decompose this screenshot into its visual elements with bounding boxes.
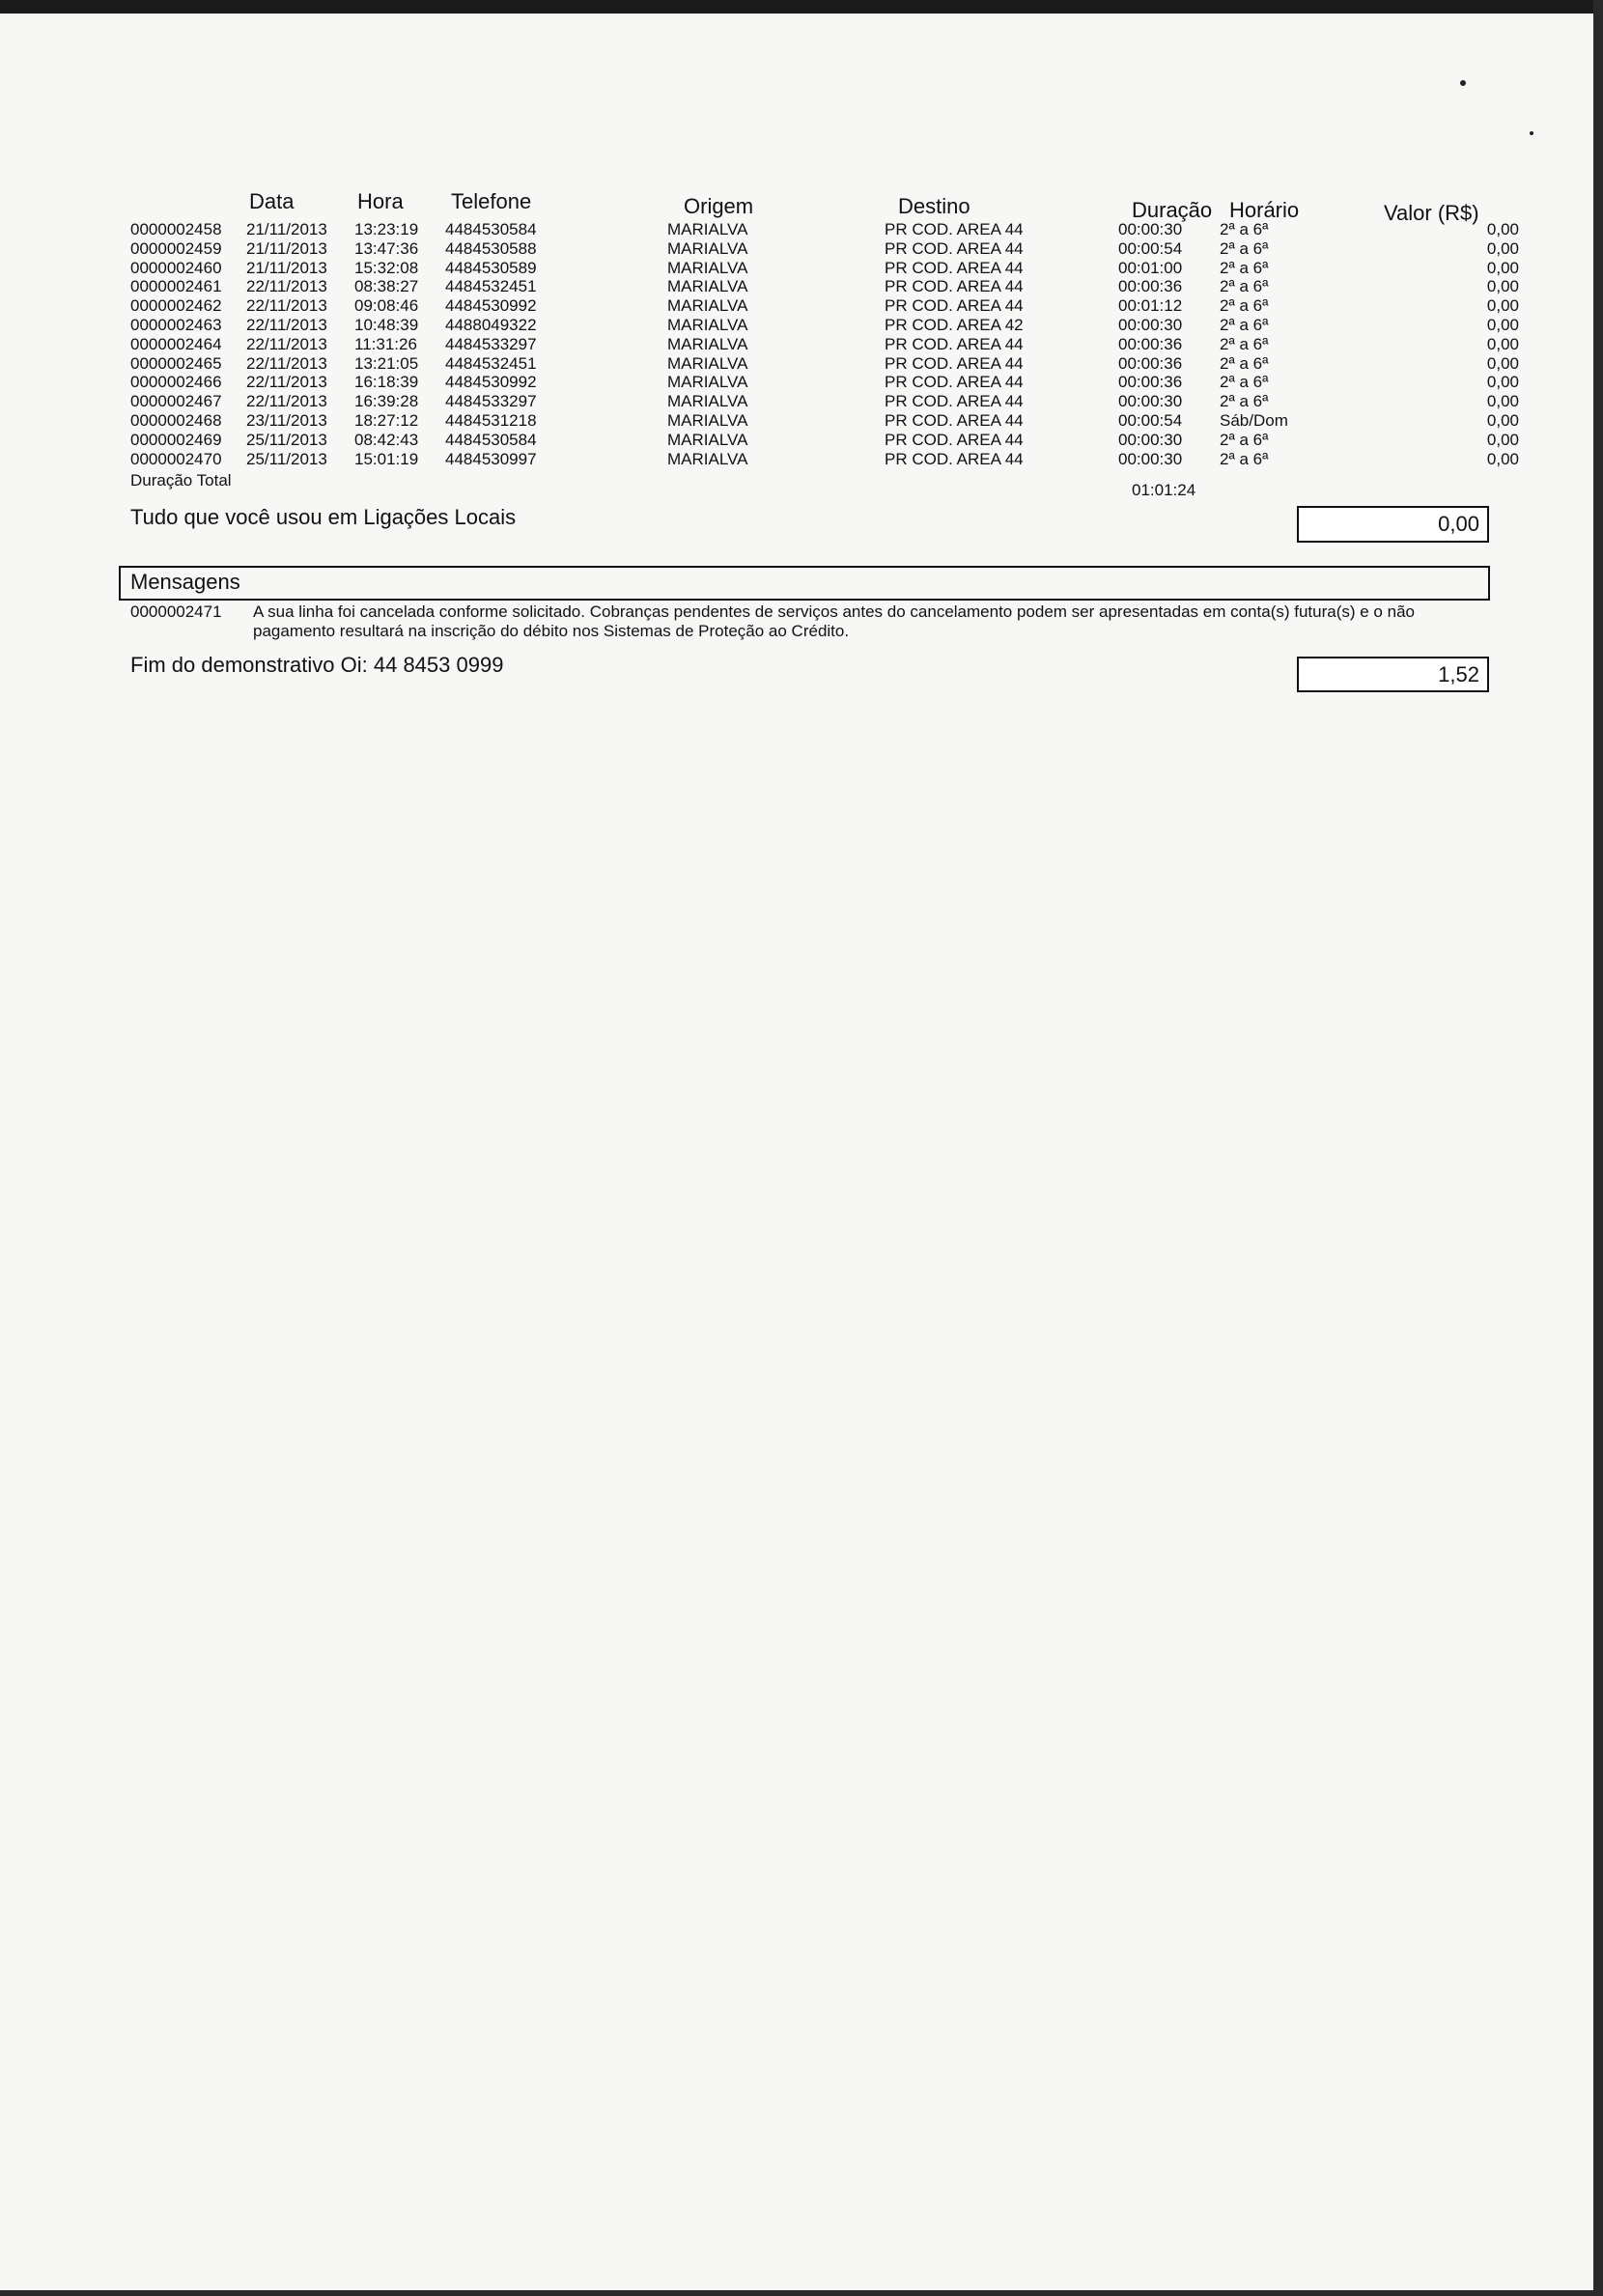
call-date: 22/11/2013	[246, 334, 327, 353]
call-phone: 4484532451	[445, 353, 537, 373]
call-origin: MARIALVA	[667, 373, 748, 392]
scan-edge-top	[0, 0, 1603, 14]
call-phone: 4484530584	[445, 430, 537, 449]
call-origin: MARIALVA	[667, 315, 748, 334]
call-id: 0000002460	[130, 258, 222, 277]
header-data: Data	[249, 189, 295, 213]
call-id: 0000002459	[130, 238, 222, 258]
call-duration: 00:01:00	[1118, 258, 1183, 277]
call-period: 2ª a 6ª	[1220, 430, 1269, 449]
call-origin: MARIALVA	[667, 410, 748, 430]
call-phone: 4484532451	[445, 277, 537, 296]
call-period: 2ª a 6ª	[1220, 296, 1269, 316]
call-value: 0,00	[1486, 277, 1519, 296]
call-period: 2ª a 6ª	[1220, 353, 1269, 373]
table-row	[130, 411, 1519, 431]
scan-edge-bottom	[0, 2290, 1603, 2296]
call-time: 16:39:28	[354, 392, 419, 411]
call-duration: 00:00:54	[1118, 410, 1183, 430]
call-origin: MARIALVA	[667, 353, 748, 373]
call-time: 16:18:39	[354, 373, 419, 392]
table-row	[130, 450, 1519, 469]
call-id: 0000002470	[130, 449, 222, 468]
call-destination: PR COD. AREA 44	[885, 277, 1024, 296]
table-row	[130, 239, 1519, 259]
call-value: 0,00	[1486, 258, 1519, 277]
table-row	[130, 431, 1519, 450]
call-destination: PR COD. AREA 44	[885, 334, 1024, 353]
header-valor: Valor (R$)	[1384, 201, 1479, 225]
call-period: 2ª a 6ª	[1220, 258, 1269, 277]
call-period: 2ª a 6ª	[1220, 373, 1269, 392]
call-value: 0,00	[1486, 334, 1519, 353]
table-row	[130, 259, 1519, 278]
call-time: 13:23:19	[354, 220, 419, 238]
call-origin: MARIALVA	[667, 238, 748, 258]
call-destination: PR COD. AREA 44	[885, 296, 1024, 316]
call-value: 0,00	[1486, 238, 1519, 258]
call-id: 0000002467	[130, 392, 222, 411]
call-time: 11:31:26	[354, 334, 417, 353]
call-id: 0000002466	[130, 373, 222, 392]
message-text: A sua linha foi cancelada conforme solicitado. Cobranças pendentes de serviços antes do cancelamento podem ser apresentadas em conta(s) futura(s) e o não pagamento resultará na inscrição do débito nos Sistemas de Proteção ao Crédito.	[253, 602, 1415, 640]
table-row	[130, 277, 1519, 296]
call-period: 2ª a 6ª	[1220, 238, 1269, 258]
call-period: 2ª a 6ª	[1220, 220, 1269, 238]
call-value: 0,00	[1486, 449, 1519, 468]
call-date: 25/11/2013	[246, 449, 327, 468]
call-date: 25/11/2013	[246, 430, 327, 449]
table-row	[130, 316, 1519, 335]
call-time: 13:47:36	[354, 238, 419, 258]
call-destination: PR COD. AREA 44	[885, 410, 1024, 430]
duration-total-label: Duração Total	[130, 471, 232, 490]
table-row	[130, 220, 1519, 239]
call-id: 0000002465	[130, 353, 222, 373]
call-duration: 00:01:12	[1118, 296, 1183, 316]
call-phone: 4484530992	[445, 373, 537, 392]
call-id: 0000002469	[130, 430, 222, 449]
calls-table	[130, 220, 1519, 468]
scan-edge-right	[1593, 0, 1603, 2296]
call-date: 22/11/2013	[246, 392, 327, 411]
call-period: Sáb/Dom	[1220, 410, 1288, 430]
table-row	[130, 373, 1519, 392]
call-period: 2ª a 6ª	[1220, 334, 1269, 353]
call-duration: 00:00:36	[1118, 373, 1183, 392]
call-id: 0000002462	[130, 296, 222, 316]
table-row	[130, 335, 1519, 354]
header-origem: Origem	[684, 194, 754, 218]
call-duration: 00:00:30	[1118, 315, 1183, 334]
header-duracao: Duração	[1132, 198, 1213, 222]
end-of-statement-value: 1,52	[1297, 657, 1489, 692]
table-row	[130, 392, 1519, 411]
call-time: 09:08:46	[354, 296, 419, 316]
call-period: 2ª a 6ª	[1220, 449, 1269, 468]
local-usage-value: 0,00	[1297, 506, 1489, 543]
call-phone: 4484531218	[445, 410, 537, 430]
call-duration: 00:00:36	[1118, 277, 1183, 296]
call-date: 22/11/2013	[246, 277, 327, 296]
call-phone: 4484530584	[445, 220, 537, 238]
call-destination: PR COD. AREA 44	[885, 449, 1024, 468]
call-value: 0,00	[1486, 220, 1519, 238]
header-hora: Hora	[357, 189, 404, 213]
scan-speck	[1460, 80, 1466, 86]
message-id: 0000002471	[130, 602, 222, 621]
call-phone: 4488049322	[445, 315, 537, 334]
call-destination: PR COD. AREA 44	[885, 430, 1024, 449]
call-date: 22/11/2013	[246, 353, 327, 373]
call-duration: 00:00:36	[1118, 353, 1183, 373]
call-value: 0,00	[1486, 296, 1519, 316]
call-duration: 00:00:30	[1118, 430, 1183, 449]
call-phone: 4484530992	[445, 296, 537, 316]
call-date: 21/11/2013	[246, 258, 327, 277]
call-date: 21/11/2013	[246, 220, 327, 238]
local-usage-label: Tudo que você usou em Ligações Locais	[130, 505, 517, 529]
call-phone: 4484530589	[445, 258, 537, 277]
call-date: 21/11/2013	[246, 238, 327, 258]
header-destino: Destino	[898, 194, 970, 218]
call-period: 2ª a 6ª	[1220, 392, 1269, 411]
call-duration: 00:00:30	[1118, 220, 1183, 238]
call-duration: 00:00:30	[1118, 392, 1183, 411]
call-destination: PR COD. AREA 44	[885, 238, 1024, 258]
call-time: 15:32:08	[354, 258, 419, 277]
end-of-statement-label: Fim do demonstrativo Oi: 44 8453 0999	[130, 653, 504, 677]
header-horario: Horário	[1229, 198, 1300, 222]
call-value: 0,00	[1486, 410, 1519, 430]
call-phone: 4484533297	[445, 392, 537, 411]
call-destination: PR COD. AREA 44	[885, 258, 1024, 277]
call-phone: 4484530588	[445, 238, 537, 258]
call-date: 22/11/2013	[246, 296, 327, 316]
call-time: 08:42:43	[354, 430, 419, 449]
call-destination: PR COD. AREA 44	[885, 373, 1024, 392]
messages-frame	[119, 566, 1490, 601]
call-duration: 00:00:36	[1118, 334, 1183, 353]
call-origin: MARIALVA	[667, 296, 748, 316]
call-time: 13:21:05	[354, 353, 419, 373]
table-row	[130, 354, 1519, 374]
call-time: 15:01:19	[354, 449, 419, 468]
call-id: 0000002463	[130, 315, 222, 334]
header-telefone: Telefone	[451, 189, 532, 213]
call-time: 10:48:39	[354, 315, 419, 334]
call-date: 23/11/2013	[246, 410, 327, 430]
call-phone: 4484533297	[445, 334, 537, 353]
call-value: 0,00	[1486, 315, 1519, 334]
call-date: 22/11/2013	[246, 315, 327, 334]
call-value: 0,00	[1486, 430, 1519, 449]
scan-speck	[1530, 131, 1533, 135]
messages-title: Mensagens	[130, 570, 240, 594]
call-time: 08:38:27	[354, 277, 419, 296]
call-origin: MARIALVA	[667, 430, 748, 449]
table-row	[130, 296, 1519, 316]
call-duration: 00:00:30	[1118, 449, 1183, 468]
call-origin: MARIALVA	[667, 220, 748, 238]
call-destination: PR COD. AREA 42	[885, 315, 1024, 334]
call-destination: PR COD. AREA 44	[885, 220, 1024, 238]
call-value: 0,00	[1486, 353, 1519, 373]
call-origin: MARIALVA	[667, 334, 748, 353]
call-id: 0000002461	[130, 277, 222, 296]
call-value: 0,00	[1486, 392, 1519, 411]
call-origin: MARIALVA	[667, 449, 748, 468]
call-period: 2ª a 6ª	[1220, 315, 1269, 334]
call-id: 0000002468	[130, 410, 222, 430]
call-value: 0,00	[1486, 373, 1519, 392]
call-origin: MARIALVA	[667, 277, 748, 296]
call-period: 2ª a 6ª	[1220, 277, 1269, 296]
call-date: 22/11/2013	[246, 373, 327, 392]
call-destination: PR COD. AREA 44	[885, 353, 1024, 373]
call-origin: MARIALVA	[667, 392, 748, 411]
call-destination: PR COD. AREA 44	[885, 392, 1024, 411]
call-time: 18:27:12	[354, 410, 419, 430]
duration-total-value: 01:01:24	[1132, 481, 1196, 499]
call-phone: 4484530997	[445, 449, 537, 468]
call-id: 0000002458	[130, 220, 222, 238]
call-id: 0000002464	[130, 334, 222, 353]
call-duration: 00:00:54	[1118, 238, 1183, 258]
call-origin: MARIALVA	[667, 258, 748, 277]
